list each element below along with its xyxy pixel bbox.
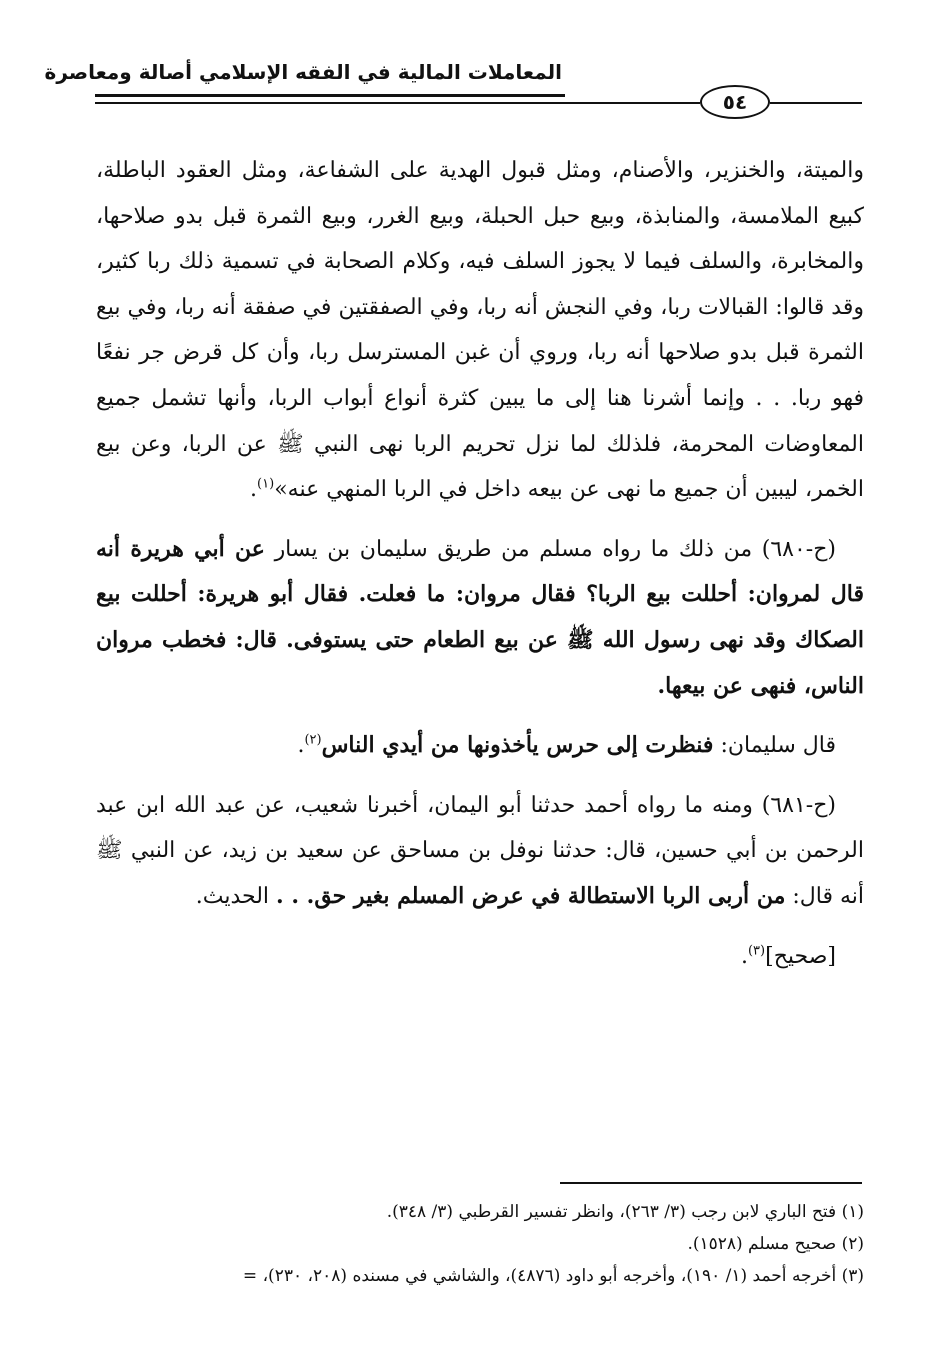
running-title: المعاملات المالية في الفقه الإسلامي أصالة ومعاصرة [44, 60, 562, 84]
footnote-2: (٢) صحيح مسلم (١٥٢٨). [687, 1234, 864, 1254]
sulayman-statement-text: فنظرت إلى حرس يأخذونها من أيدي الناس [321, 732, 714, 759]
hadith-680: (ح-٦٨٠) من ذلك ما رواه مسلم من طريق سليمان بن يسار عن أبي هريرة أنه قال لمروان: أحللت بيع الربا؟ فقال مروان: ما فعلت. فقال أبو هريرة: أحللت بيع الصكاك وقد نهى رسول الله ﷺ عن بيع الطعام حتى يستوفى. قال: فخطب مروان الناس، فنهى عن بيعها. [96, 535, 864, 699]
header-rule-top [95, 94, 565, 97]
hadith-grade: [صحيح]$^{(٣)}$. [740, 943, 836, 969]
header-rule-right [770, 102, 862, 104]
paragraph-quote: والميتة، والخنزير، والأصنام، ومثل قبول الهدية على الشفاعة، ومثل العقود الباطلة، كبيع الملامسة، والمنابذة، وبيع حبل الحبلة، وبيع الغرر، وبيع الثمرة قبل بدو صلاحها، والمخابرة، والسلف فيما لا يجوز السلف فيه، وكلام الصحابة في تسمية ذلك ربا كثير، وقد قالوا: القبالات ربا، وفي النجش أنه ربا، وفي الصفقتين في صفقة أنه ربا، وفي بيع الثمرة قبل بدو صلاحها أنه ربا، وروي أن غبن المسترسل ربا، وأن كل قرض جر نفعًا فهو ربا. . . وإنما أشرنا هنا إلى ما يبين كثرة أنواع أبواب الربا، وأنها تشمل جميع المعاوضات المحرمة، فلذلك لما نزل تحريم الربا نهى النبي ﷺ عن الربا، وعن بيع الخمر، ليبين أن جميع ما نهى عن بيعه داخل في الربا المنهي عنه»$^{(١)}$. [96, 158, 864, 503]
footnotes [60, 1196, 864, 1292]
page-number: ٥٤ [700, 85, 770, 119]
hadith-680-text: عن أبي هريرة أنه قال لمروان: أحللت بيع الربا؟ فقال مروان: ما فعلت. فقال أبو هريرة: أحللت بيع الصكاك وقد نهى رسول الله ﷺ عن بيع الطعام حتى يستوفى. قال: فخطب مروان الناس، فنهى عن بيعها. [96, 535, 864, 699]
footnote-3: (٣) أخرجه أحمد (١/ ١٩٠)، وأخرجه أبو داود (٤٨٧٦)، والشاشي في مسنده (٢٠٨، ٢٣٠)، = [242, 1266, 864, 1286]
hadith-681: (ح-٦٨١) ومنه ما رواه أحمد حدثنا أبو اليمان، أخبرنا شعيب، عن عبد الله ابن عبد الرحمن بن أبي حسين، قال: حدثنا نوفل بن مساحق عن سعيد بن زيد، عن النبي ﷺ أنه قال: من أربى الربا الاستطالة في عرض المسلم بغير حق. . . الحديث. [96, 792, 864, 909]
main-text [96, 148, 864, 979]
hadith-681-text: من أربى الربا الاستطالة في عرض المسلم بغير حق. . . [276, 882, 786, 909]
footnote-ref-1: (١) [257, 476, 275, 492]
header-rule-left [95, 102, 700, 104]
footnote-1: (١) فتح الباري لابن رجب (٣/ ٢٦٣)، وانظر تفسير القرطبي (٣/ ٣٤٨). [386, 1202, 864, 1222]
footnote-separator [560, 1182, 862, 1184]
sulayman-statement: قال سليمان: فنظرت إلى حرس يأخذونها من أيدي الناس$^{(٢)}$. [297, 732, 836, 759]
footnote-ref-3: (٣) [747, 943, 766, 959]
footnote-ref-2: (٢) [304, 732, 322, 748]
